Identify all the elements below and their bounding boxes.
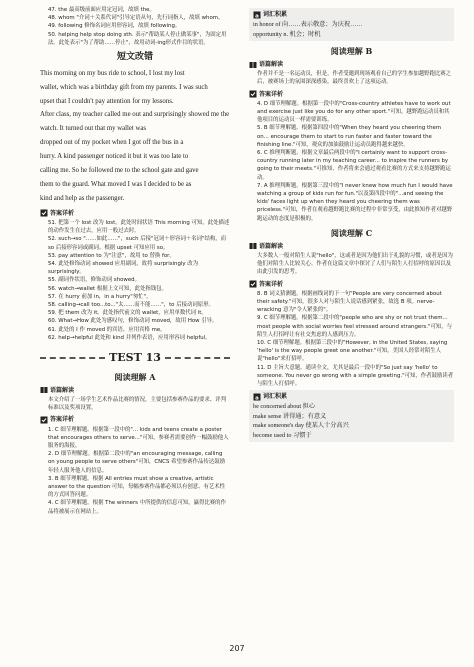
- answer-item: 49. following 修饰名词应用形容词，故填 following。: [48, 23, 181, 30]
- answer-item: 11. D 主旨大意题。通读全文，尤其是最后一段中的"So just say 'hello' to someone. You never go wrong with a simple greeting."可知，作者鼓励读者与陌生人打招呼。: [257, 364, 454, 387]
- answer-item: 58. calling→call too...to..."太……而不能……"，to 后接动词原形。: [48, 302, 214, 309]
- answer-item: 52. such→so "……如此……"，such 后接"冠词＋形容词＋名词"结构，而 so 后接形容词或副词。根据 upset 可知应用 so。: [48, 236, 227, 251]
- guide-header: 语篇解读: [40, 386, 230, 395]
- answer-item: 53. pay attention to 为"注意"，故用 to 替换 for。: [48, 252, 175, 259]
- answer-icon: [249, 90, 257, 98]
- section-heading-error-correction: 短文改错: [116, 52, 153, 63]
- error-correction-essay: [40, 67, 230, 206]
- test-title: TEST 13: [40, 350, 230, 367]
- vocab-item: in honor of 向……表示敬意；为庆祝……: [253, 21, 363, 29]
- answer-item: 2. D 细节理解题。根据第二段中的"an encouraging message, calling on young people to serve others"可知，CNCS 希望参赛作品传达鼓励年轻人服务他人的信息。: [48, 451, 225, 474]
- answer-item: 50. helping help stop doing sth. 表示"帮助某人停止做某事"，为固定用法。此处表示"为了帮助……停止"，故用动词-ing形式作目的状语。: [48, 31, 227, 46]
- vocab-header: a 词汇积累: [253, 10, 450, 19]
- vocab-item: make someone's day 使某人十分高兴: [253, 422, 349, 430]
- answer-item: 8. B 词义猜测题。根据画线词的下一句"People are very concerned about their safety."可知，很多人对与陌生人说话感到紧张，故选 B 项。nerve-wracking 意为"令人紧张的"。: [257, 290, 442, 314]
- vocab-header: a 词汇积累: [253, 392, 450, 401]
- book-icon: [249, 242, 257, 250]
- svg-text:a: a: [255, 395, 259, 401]
- answer-item: 1. C 细节理解题。根据第一段中的"... kids and teens create a poster that encourages others to serve..."可知，参赛者需要创作一幅鼓励他人服务的海报。: [48, 426, 229, 449]
- left-column: [40, 6, 230, 516]
- vocab-list: [253, 20, 450, 39]
- page-number: 207: [229, 643, 245, 653]
- section-heading-reading-b: 阅读理解 B: [330, 45, 373, 56]
- answer-icon: [40, 209, 48, 217]
- vocab-list: [253, 402, 450, 440]
- essay-line: kind and help as the passenger.: [40, 194, 125, 202]
- answer-item: 57. 在 hurry 前加 in，in a hurry"匆忙"。: [48, 293, 152, 300]
- section-heading-reading-c: 阅读理解 C: [330, 227, 373, 238]
- answer-header: 答案详析: [249, 280, 454, 289]
- answer-item: 48. whom "介词＋关系代词"引导定语从句，先行词指人，故填 whom。: [48, 15, 224, 22]
- divider: [165, 357, 230, 359]
- essay-line: upset that I couldn't pay attention for my lessons.: [40, 97, 174, 105]
- essay-line: dropped out of my pocket when I got off the bus in a: [40, 139, 184, 147]
- right-column: [249, 6, 454, 446]
- answer-list-top: [40, 6, 230, 47]
- essay-line: wallet, which was a birthday gift from my parents. I was such: [40, 83, 208, 91]
- vocab-item: make sense 讲得通；有意义: [253, 412, 327, 420]
- answer-item: 54. 此处修饰动词 showed 应用副词，故将 surprisingly 改为 surprisingly。: [48, 261, 199, 276]
- answer-item: 60. What→How 此处为感叹句，修饰动词 moved，故用 How 引导。: [48, 318, 218, 325]
- essay-line: hurry. A kind passenger noticed it but it was too late to: [40, 153, 189, 161]
- divider: [40, 357, 105, 359]
- answer-item: 47. the 最高级前面应用定冠词，故填 the。: [48, 7, 155, 13]
- guide-header: 语篇解读: [249, 60, 454, 69]
- guide-header: 语篇解读: [249, 242, 454, 251]
- vocab-item: opportunity n. 机会；时机: [253, 30, 321, 38]
- answer-icon: [40, 416, 48, 424]
- answer-item: 51. 把第一个 lost 改为 lost。此处时间状语 This morning 可知，此处描述的动作发生在过去，应用一般过去时。: [48, 220, 230, 235]
- answer-item: 5. B 细节理解题。根据第四段中的"When they heard you cheering them on... encourage them to start to run faster and faster toward the finishing line."可知，观众的加油鼓励让运动员跑得越来越快。: [257, 125, 442, 148]
- vocab-icon: [253, 393, 261, 401]
- answer-item: 61. 此处的 I 作 moved 的宾语，应用宾格 me。: [48, 326, 166, 333]
- book-icon: [249, 61, 257, 69]
- answer-item: 4. D 细节理解题。根据第一段中的"Cross-country athletes have to work out and exercise just like you do for any other sport."可知，越野跑运动员和其他项目的运动员一样需要训练。: [257, 100, 451, 124]
- book-icon: [40, 386, 48, 394]
- answer-header: 答案详析: [249, 90, 454, 99]
- answer-header: 答案详析: [40, 209, 230, 218]
- vocabulary-box: [249, 390, 454, 442]
- vocabulary-box: [249, 8, 454, 41]
- answer-item: 4. C 细节理解题。根据 The winners 中所提供的信息可知，赢得比赛的作品将被展示在网站上。: [48, 500, 226, 515]
- svg-text:a: a: [255, 12, 259, 19]
- essay-line: After class, my teacher called me out and surprisingly showed me the watch. It turned out that my wallet was: [40, 111, 230, 133]
- section-heading-reading-a: 阅读理解 A: [114, 371, 156, 382]
- vocab-item: become used to 习惯于: [253, 431, 312, 439]
- answer-item: 6. C 推理判断题。根据文章最后两段中的"I certainly want to support cross-country running later in my teaching career... to inspire the runners by going to their meets."可推知，作者将来会通过观看比赛的方式来支持越野跑运动。: [257, 149, 451, 181]
- answer-item: 3. B 细节理解题。根据 All entries must show a creative, artistic answer to the question 可知，每幅参赛作品都必须以有创意、有艺术性的方式回答问题。: [48, 475, 226, 499]
- reading-a-answer-list: [40, 426, 230, 516]
- answer-icon: [249, 280, 257, 288]
- essay-line: This morning on my bus ride to school, I lost my lost: [40, 69, 185, 77]
- answer-header: 答案详析: [40, 415, 230, 424]
- answer-item: 55. 副词作状语，修饰动词 showed。: [48, 277, 140, 284]
- essay-line: calling me. So he followed me to the school gate and gave: [40, 167, 199, 175]
- essay-line: them to the guard. What moved I was I decided to be as: [40, 181, 192, 189]
- reading-c-guide: 大多数人一般对陌生人说"hello"，这或者是因为他们出于礼貌的习惯，或者是因为他们对陌生人比较关心。作者在这篇文章中探讨了人们与陌生人打招呼的原因以及由此引发的思考。: [257, 253, 453, 276]
- answer-item: 62. help→helpful 此处和 kind 并列作表语，应用形容词 helpful。: [48, 334, 211, 341]
- reading-a-guide: 本文介绍了一场学生艺术作品比赛的情况，主要包括参赛作品的要求、评判标准以及奖项设置。: [48, 397, 226, 412]
- answer-item: 9. C 细节理解题。根据第二段中的"people who are shy or not trust them... most people with social worries feel stressed around strangers."可知，与陌生人打招呼让有社交焦虑的人感到压力。: [257, 315, 452, 338]
- reading-c-answer-list: [249, 290, 454, 388]
- reading-b-guide: 作者并不是一名运动员，但是，作者受邀到现场观看自己的学生参加越野跑比赛之后，被赛场上的氛围深深感染，最终喜欢上了这项运动。: [257, 71, 452, 86]
- reading-b-answer-list: [249, 100, 454, 223]
- answer-item: 10. C 细节理解题。根据第三段中的"However, in the United States, saying 'hello' is the way people greet one another."可知，美国人经常对陌生人说"hello"来打招呼。: [257, 339, 448, 363]
- essay-answer-list: [40, 219, 230, 342]
- answer-item: 56. watch→wallet 根据上文可知，此处指钱包。: [48, 285, 167, 292]
- answer-item: 7. A 推理判断题。根据第三段中的"I never knew how much fun I would have watching a group of kids run for fun."以及第四段中的"...and seeing the kids' faces light up when they heard you cheering them was priceless."可知，作者在观看越野跑比赛的过程中非常享受，由此推知作者对越野跑运动的态度是积极的。: [257, 182, 453, 222]
- vocab-icon: [253, 11, 261, 19]
- vocab-item: be concerned about 担心: [253, 403, 316, 411]
- answer-item: 59. 把 them 改为 it。此处指代前文的 wallet，应用单数代词 it。: [48, 310, 207, 317]
